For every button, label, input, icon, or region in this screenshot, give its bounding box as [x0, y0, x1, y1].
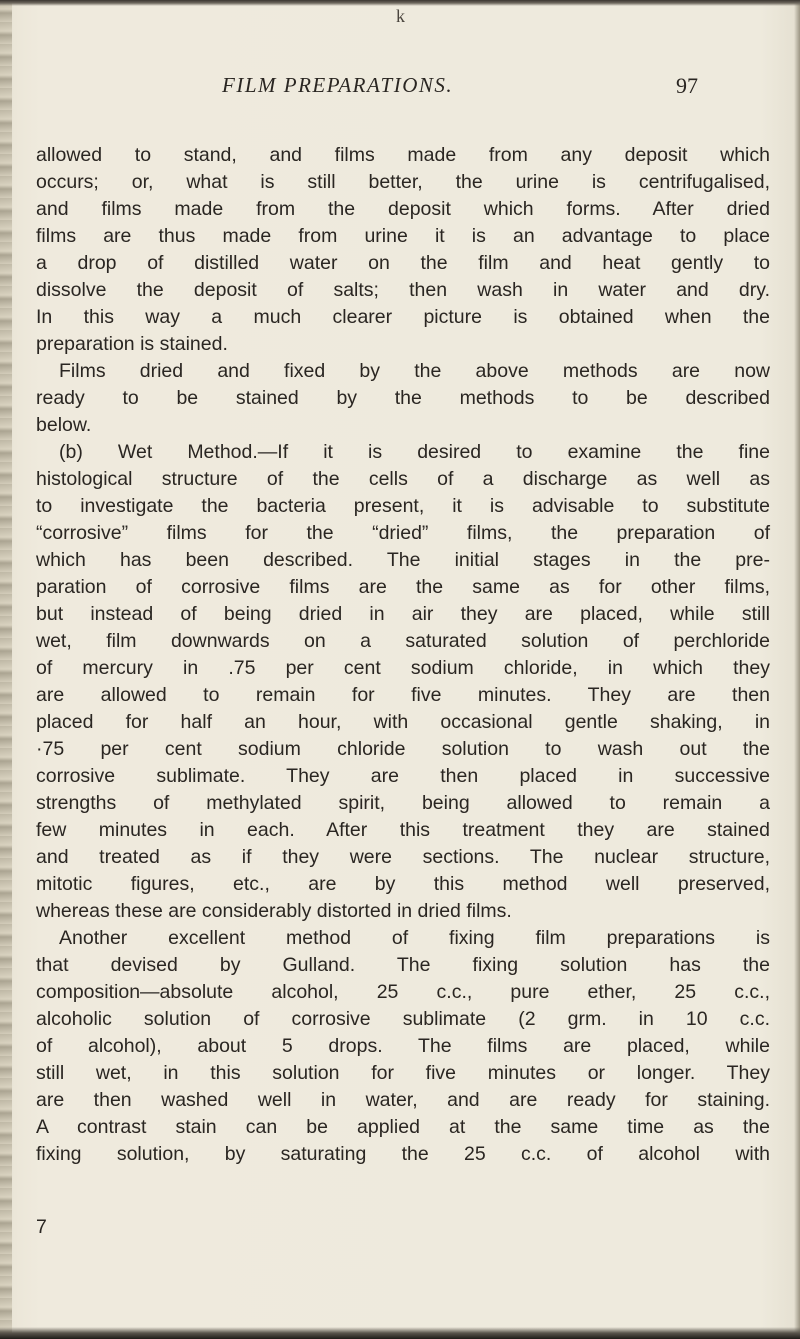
text-line: ready to be stained by the methods to be described — [36, 387, 770, 409]
text-line: alcoholic solution of corrosive sublimate (2 grm. in 10 c.c. — [36, 1008, 770, 1030]
text-line: “corrosive” films for the “dried” films, the preparation of — [36, 522, 770, 544]
text-line: paration of corrosive films are the same as for other films, — [36, 576, 770, 598]
text-line: and films made from the deposit which forms. After dried — [36, 198, 770, 220]
text-line: of mercury in .75 per cent sodium chloride, in which they — [36, 657, 770, 679]
text-line: Films dried and fixed by the above methods are now — [59, 360, 770, 382]
text-line: that devised by Gulland. The fixing solution has the — [36, 954, 770, 976]
text-line: but instead of being dried in air they are placed, while still — [36, 603, 770, 625]
text-line: below. — [36, 414, 92, 436]
text-line: corrosive sublimate. They are then placed in successive — [36, 765, 770, 787]
page-bottom-edge — [0, 1327, 800, 1339]
text-line: (b) Wet Method.—If it is desired to examine the fine — [59, 441, 770, 463]
text-line: dissolve the deposit of salts; then wash in water and dry. — [36, 279, 770, 301]
text-line: occurs; or, what is still better, the urine is centrifugalised, — [36, 171, 770, 193]
text-line: still wet, in this solution for five minutes or longer. They — [36, 1062, 770, 1084]
text-line: ·75 per cent sodium chloride solution to wash out the — [36, 738, 770, 760]
text-line: Another excellent method of fixing film preparations is — [59, 927, 770, 949]
running-title: FILM PREPARATIONS. — [222, 73, 454, 97]
text-line: fixing solution, by saturating the 25 c.c. of alcohol with — [36, 1143, 770, 1165]
running-header — [0, 73, 800, 107]
text-line: which has been described. The initial stages in the pre- — [36, 549, 770, 571]
text-line: whereas these are considerably distorted in dried films. — [36, 900, 512, 922]
text-line: few minutes in each. After this treatment they are stained — [36, 819, 770, 841]
text-line: A contrast stain can be applied at the same time as the — [36, 1116, 770, 1138]
text-line: composition—absolute alcohol, 25 c.c., pure ether, 25 c.c., — [36, 981, 770, 1003]
text-line: films are thus made from urine it is an advantage to place — [36, 225, 770, 247]
text-line: placed for half an hour, with occasional gentle shaking, in — [36, 711, 770, 733]
text-line: mitotic figures, etc., are by this method well preserved, — [36, 873, 770, 895]
text-line: histological structure of the cells of a discharge as well as — [36, 468, 770, 490]
page-right-edge-shadow — [794, 0, 800, 1339]
text-line: In this way a much clearer picture is obtained when the — [36, 306, 770, 328]
text-line: wet, film downwards on a saturated solution of perchloride — [36, 630, 770, 652]
corner-mark: k — [396, 6, 405, 26]
text-line: allowed to stand, and films made from any deposit which — [36, 144, 770, 166]
body-text — [36, 142, 770, 1168]
text-line: are allowed to remain for five minutes. They are then — [36, 684, 770, 706]
text-line: strengths of methylated spirit, being allowed to remain a — [36, 792, 770, 814]
page-left-gutter-shadow — [0, 0, 12, 1339]
signature-mark: 7 — [36, 1216, 47, 1238]
text-line: of alcohol), about 5 drops. The films are placed, while — [36, 1035, 770, 1057]
page-number: 97 — [676, 73, 698, 98]
text-line: are then washed well in water, and are ready for staining. — [36, 1089, 770, 1111]
text-line: to investigate the bacteria present, it is advisable to substitute — [36, 495, 770, 517]
text-line: a drop of distilled water on the film and heat gently to — [36, 252, 770, 274]
text-line: preparation is stained. — [36, 333, 228, 355]
text-line: and treated as if they were sections. The nuclear structure, — [36, 846, 770, 868]
